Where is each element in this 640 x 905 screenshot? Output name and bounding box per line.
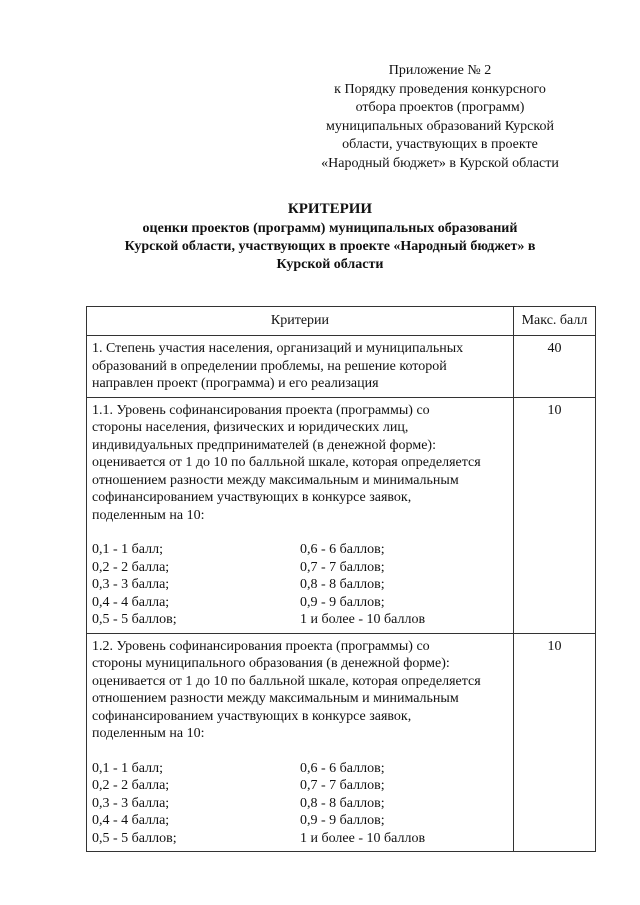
criterion-cell (87, 397, 514, 633)
appendix-line: «Народный бюджет» в Курской области (321, 155, 559, 171)
score-cell: 10 (513, 397, 595, 633)
table-row (87, 633, 596, 852)
header-max-score: Макс. балл (513, 307, 595, 336)
appendix-note (300, 62, 580, 174)
score-cell: 10 (513, 633, 595, 852)
header-criteria: Критерии (87, 307, 514, 336)
criterion-line: оценивается от 1 до 10 по балльной шкале, которая определяется (92, 455, 481, 470)
scale-item: 0,9 - 9 баллов; (300, 594, 385, 610)
appendix-line: области, участвующих в проекте (342, 137, 538, 153)
scale-item: 0,2 - 2 балла; (92, 559, 170, 575)
scale-item: 0,5 - 5 баллов; (92, 612, 177, 627)
criterion-cell (87, 633, 514, 852)
scale-item: 0,4 - 4 балла; (92, 594, 170, 610)
scale-item: 0,1 - 1 балл; (92, 760, 163, 776)
table-header-row (87, 307, 596, 336)
criterion-line: индивидуальных предпринимателей (в денежной форме): (92, 437, 436, 453)
criterion-line: софинансированием участвующих в конкурсе заявок, (92, 490, 412, 505)
criterion-line: стороны населения, физических и юридических лиц, (92, 420, 409, 435)
scale-item: 1 и более - 10 баллов (300, 612, 426, 627)
appendix-line: отбора проектов (программ) (355, 100, 525, 116)
criterion-line: 1.1. Уровень софинансирования проекта (программы) со (92, 402, 430, 418)
criterion-line: оценивается от 1 до 10 по балльной шкале, которая определяется (92, 673, 481, 689)
scale-item: 0,7 - 7 баллов; (300, 778, 385, 793)
table-row (87, 336, 596, 398)
appendix-line: Приложение № 2 (388, 63, 492, 78)
scale-item: 0,3 - 3 балла; (92, 795, 170, 811)
appendix-line: к Порядку проведения конкурсного (334, 81, 546, 97)
score-scale (92, 541, 508, 629)
subtitle-line: Курской области (276, 257, 384, 272)
scale-item: 0,6 - 6 баллов; (300, 760, 385, 776)
criterion-line: образований в определении проблемы, на решение которой (92, 358, 447, 374)
criterion-cell (87, 336, 514, 398)
score-scale (92, 760, 508, 848)
criterion-line: отношением разности между максимальным и минимальным (92, 691, 459, 706)
scale-item: 0,6 - 6 баллов; (300, 542, 385, 557)
criterion-line: стороны муниципального образования (в денежной форме): (92, 656, 450, 671)
scale-item: 0,8 - 8 баллов; (300, 795, 385, 811)
criterion-text (92, 402, 508, 525)
criterion-line: софинансированием участвующих в конкурсе заявок, (92, 708, 412, 724)
scale-item: 0,1 - 1 балл; (92, 542, 163, 557)
criteria-table (86, 306, 596, 852)
subtitle-line: Курской области, участвующих в проекте «Народный бюджет» в (124, 239, 536, 254)
scale-item: 1 и более - 10 баллов (300, 830, 426, 846)
subtitle-line: оценки проектов (программ) муниципальных образований (142, 221, 518, 236)
document-subtitle (70, 220, 590, 274)
document-title: КРИТЕРИИ (287, 201, 373, 217)
appendix-line: муниципальных образований Курской (326, 118, 554, 134)
criterion-text (92, 340, 508, 393)
scale-item: 0,5 - 5 баллов; (92, 830, 177, 846)
table-row (87, 397, 596, 633)
scale-item: 0,9 - 9 баллов; (300, 813, 385, 828)
criterion-line: поделенным на 10: (92, 507, 205, 523)
scale-item: 0,2 - 2 балла; (92, 778, 170, 793)
scale-item: 0,8 - 8 баллов; (300, 577, 385, 592)
score-cell: 40 (513, 336, 595, 398)
criterion-line: направлен проект (программа) и его реализация (92, 376, 379, 391)
criterion-text (92, 638, 508, 743)
criterion-line: отношением разности между максимальным и минимальным (92, 472, 459, 488)
scale-item: 0,3 - 3 балла; (92, 577, 170, 592)
scale-item: 0,7 - 7 баллов; (300, 559, 385, 575)
scale-item: 0,4 - 4 балла; (92, 813, 170, 828)
criterion-line: 1. Степень участия населения, организаций и муниципальных (92, 341, 464, 356)
criterion-line: 1.2. Уровень софинансирования проекта (программы) со (92, 638, 430, 654)
criterion-line: поделенным на 10: (92, 726, 205, 741)
